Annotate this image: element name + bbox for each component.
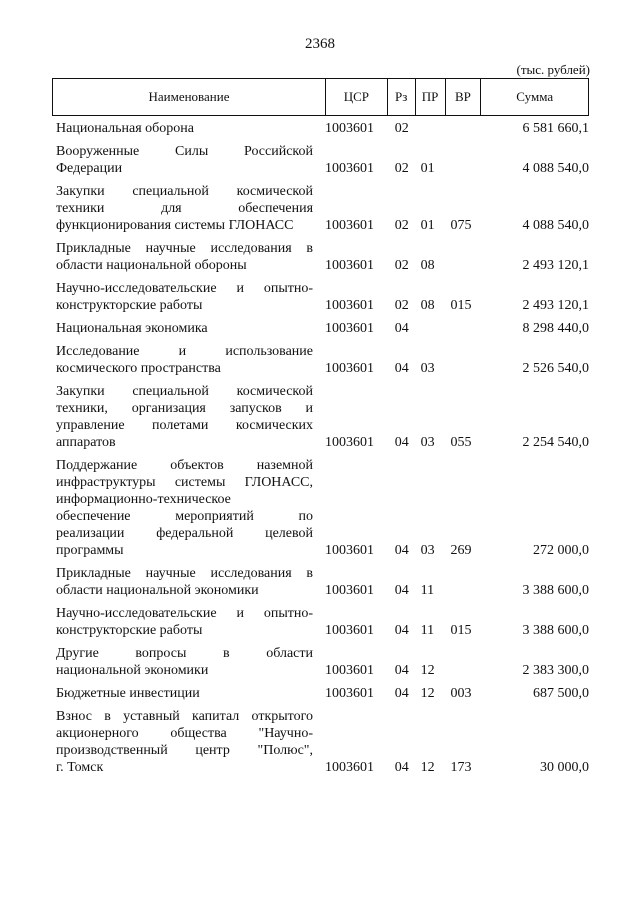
- row-vr: 269: [450, 543, 472, 558]
- header-csr: ЦСР: [325, 79, 387, 115]
- row-name-line: Бюджетные инвестиции: [56, 686, 200, 701]
- row-pr: 01: [420, 161, 435, 176]
- table-row: [52, 565, 589, 599]
- row-sum: 2 254 540,0: [522, 435, 590, 450]
- row-sum: 687 500,0: [533, 686, 590, 701]
- row-vr: [451, 143, 485, 177]
- row-sum: 30 000,0: [540, 760, 590, 775]
- row-name-line: управление полетами космических: [56, 418, 314, 433]
- row-pr: [421, 120, 451, 137]
- row-rz: 04: [394, 623, 409, 638]
- row-sum: 2 526 540,0: [522, 361, 590, 376]
- row-name-line: акционерного общества "Научно-: [56, 726, 314, 741]
- row-csr: 1003601: [325, 543, 375, 558]
- table-header: [52, 78, 589, 116]
- row-name-line: Научно-исследовательские и опытно-: [56, 281, 314, 296]
- table-row: [52, 708, 589, 776]
- row-rz: 04: [394, 361, 409, 376]
- row-rz: 04: [394, 663, 409, 678]
- row-vr: 015: [450, 623, 472, 638]
- row-name-line: области национальной экономики: [56, 583, 259, 598]
- row-rz: 02: [394, 258, 409, 273]
- header-rz: Рз: [387, 79, 415, 115]
- row-rz: 04: [394, 583, 409, 598]
- header-name: Наименование: [148, 89, 230, 104]
- row-name: [52, 708, 313, 776]
- row-pr: [421, 320, 451, 337]
- table-row: [52, 645, 589, 679]
- row-name-line: Исследование и использование: [56, 344, 314, 359]
- row-name: [52, 320, 313, 337]
- row-rz: 02: [394, 161, 409, 176]
- row-name-line: Вооруженные Силы Российской: [56, 144, 314, 159]
- row-csr: 1003601: [325, 760, 375, 775]
- row-name-line: техники, организация запусков и: [56, 401, 314, 416]
- row-vr: 003: [450, 686, 472, 701]
- row-pr: 03: [420, 543, 435, 558]
- row-pr: 03: [420, 361, 435, 376]
- units-note: (тыс. рублей): [516, 62, 590, 77]
- row-name-line: Поддержание объектов наземной: [56, 458, 314, 473]
- row-name-line: программы: [56, 543, 124, 558]
- row-sum: 2 493 120,1: [522, 298, 590, 313]
- row-vr: 055: [450, 435, 472, 450]
- row-rz: 04: [394, 760, 409, 775]
- row-name-line: Прикладные научные исследования в: [56, 241, 314, 256]
- row-sum: 3 388 600,0: [522, 583, 590, 598]
- table-row: [52, 240, 589, 274]
- row-name-line: инфраструктуры системы ГЛОНАСС,: [56, 475, 314, 490]
- header-pr: ПР: [415, 79, 445, 115]
- header-vr: ВР: [445, 79, 481, 115]
- row-vr: [451, 240, 485, 274]
- row-pr: 12: [420, 760, 435, 775]
- table-row: [52, 320, 589, 337]
- table-row: [52, 457, 589, 559]
- row-vr: [451, 565, 485, 599]
- row-pr: 12: [420, 663, 435, 678]
- table-row: [52, 383, 589, 451]
- table-row: [52, 183, 589, 234]
- row-csr: 1003601: [325, 583, 375, 598]
- row-csr: 1003601: [325, 321, 375, 336]
- row-name-line: Национальная оборона: [56, 121, 194, 136]
- row-rz: 02: [394, 121, 409, 136]
- row-name-line: Федерации: [56, 161, 123, 176]
- row-sum: 3 388 600,0: [522, 623, 590, 638]
- row-name-line: национальной экономики: [56, 663, 209, 678]
- row-name: [52, 457, 313, 559]
- row-name: [52, 685, 313, 702]
- row-vr: [451, 320, 485, 337]
- row-name-line: г. Томск: [56, 760, 104, 775]
- row-pr: 08: [420, 258, 435, 273]
- row-csr: 1003601: [325, 361, 375, 376]
- table-row: [52, 343, 589, 377]
- row-name-line: Научно-исследовательские и опытно-: [56, 606, 314, 621]
- row-sum: 4 088 540,0: [522, 161, 590, 176]
- row-sum: 272 000,0: [533, 543, 590, 558]
- row-vr: 173: [450, 760, 472, 775]
- row-csr: 1003601: [325, 686, 375, 701]
- row-name-line: Взнос в уставный капитал открытого: [56, 709, 314, 724]
- table-row: [52, 120, 589, 137]
- row-name-line: функционирования системы ГЛОНАСС: [56, 218, 294, 233]
- row-csr: 1003601: [325, 435, 375, 450]
- row-rz: 04: [394, 543, 409, 558]
- row-rz: 02: [394, 218, 409, 233]
- row-csr: 1003601: [325, 218, 375, 233]
- row-name-line: Закупки специальной космической: [56, 384, 314, 399]
- row-vr: 075: [450, 218, 472, 233]
- row-pr: 01: [420, 218, 435, 233]
- row-vr: [451, 120, 485, 137]
- table-row: [52, 280, 589, 314]
- row-name-line: обеспечение мероприятий по: [56, 509, 314, 524]
- row-name-line: конструкторские работы: [56, 298, 203, 313]
- table-body: [52, 120, 589, 776]
- row-sum: 6 581 660,1: [522, 121, 590, 136]
- row-name-line: Прикладные научные исследования в: [56, 566, 314, 581]
- row-csr: 1003601: [325, 663, 375, 678]
- row-csr: 1003601: [325, 298, 375, 313]
- row-name: [52, 240, 313, 274]
- row-name-line: реализации федеральной целевой: [56, 526, 314, 541]
- row-name: [52, 605, 313, 639]
- row-pr: 08: [420, 298, 435, 313]
- row-pr: 11: [420, 583, 435, 598]
- row-name-line: Другие вопросы в области: [56, 646, 314, 661]
- row-name: [52, 383, 313, 451]
- table-row: [52, 143, 589, 177]
- row-vr: 015: [450, 298, 472, 313]
- row-csr: 1003601: [325, 121, 375, 136]
- row-rz: 02: [394, 298, 409, 313]
- row-name-line: аппаратов: [56, 435, 116, 450]
- row-name-line: области национальной обороны: [56, 258, 247, 273]
- row-sum: 2 383 300,0: [522, 663, 590, 678]
- header-sum: Сумма: [480, 79, 588, 115]
- row-name: [52, 343, 313, 377]
- row-pr: 03: [420, 435, 435, 450]
- row-name-line: производственный центр "Полюс",: [56, 743, 314, 758]
- row-name-line: конструкторские работы: [56, 623, 203, 638]
- row-name: [52, 280, 313, 314]
- row-name: [52, 120, 313, 137]
- row-name: [52, 143, 313, 177]
- row-rz: 04: [394, 686, 409, 701]
- row-csr: 1003601: [325, 258, 375, 273]
- row-name-line: информационно-техническое: [56, 492, 231, 507]
- row-name-line: Национальная экономика: [56, 321, 208, 336]
- row-name: [52, 565, 313, 599]
- table-row: [52, 605, 589, 639]
- row-vr: [451, 645, 485, 679]
- page-number: 2368: [305, 36, 335, 52]
- row-name: [52, 183, 313, 234]
- row-name-line: космического пространства: [56, 361, 221, 376]
- row-sum: 2 493 120,1: [522, 258, 590, 273]
- row-rz: 04: [394, 321, 409, 336]
- table-row: [52, 685, 589, 702]
- row-rz: 04: [394, 435, 409, 450]
- row-name-line: Закупки специальной космической: [56, 184, 314, 199]
- row-name-line: техники для обеспечения: [56, 201, 314, 216]
- row-pr: 12: [420, 686, 435, 701]
- row-csr: 1003601: [325, 161, 375, 176]
- row-sum: 8 298 440,0: [522, 321, 590, 336]
- row-csr: 1003601: [325, 623, 375, 638]
- row-pr: 11: [420, 623, 435, 638]
- row-vr: [451, 343, 485, 377]
- row-name: [52, 645, 313, 679]
- row-sum: 4 088 540,0: [522, 218, 590, 233]
